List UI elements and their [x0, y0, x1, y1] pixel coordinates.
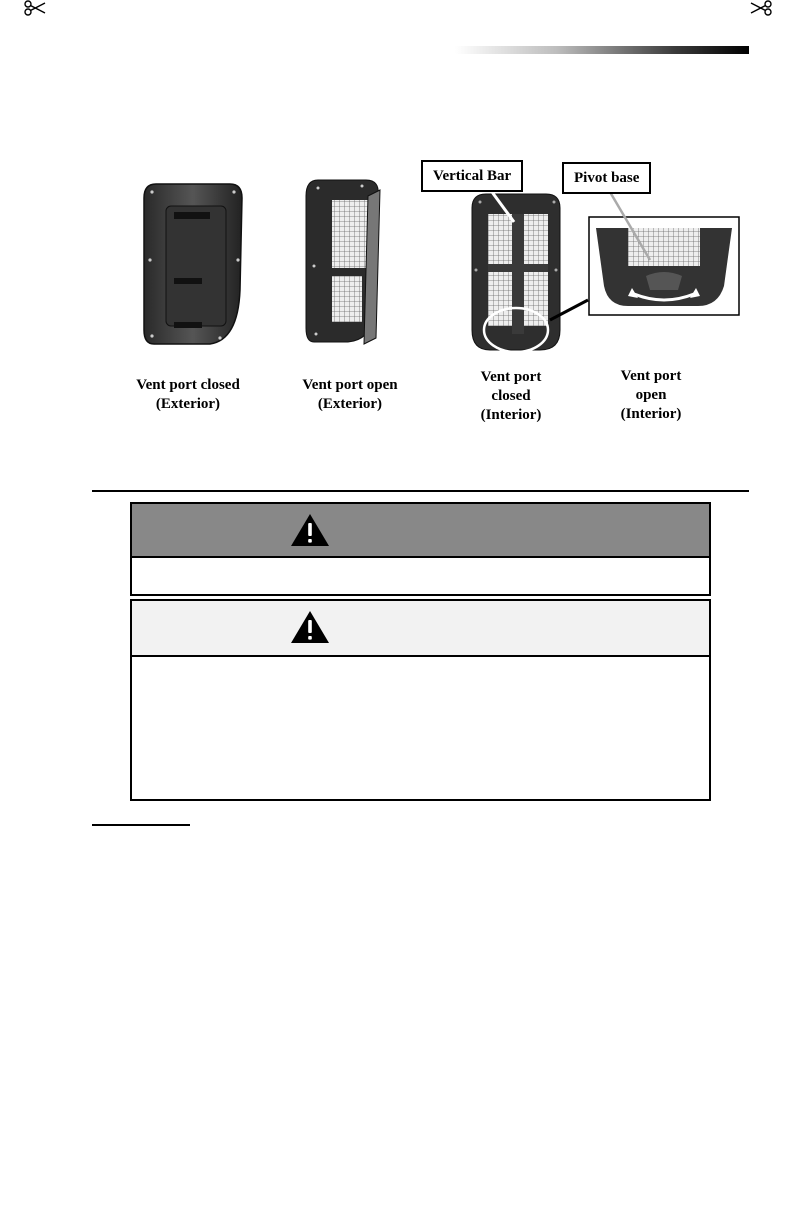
- scissors-icon: [750, 0, 772, 16]
- caution-box: [130, 599, 711, 801]
- warning-box: [130, 502, 711, 596]
- warning-triangle-icon: [290, 513, 330, 547]
- caption-exterior-open: Vent port open (Exterior): [302, 377, 398, 412]
- heading-underline: [92, 824, 190, 826]
- callout-vertical-bar: Vertical Bar: [421, 160, 523, 192]
- warning-header: [132, 504, 709, 558]
- caption-interior-closed: Vent port closed (Interior): [480, 369, 542, 423]
- caption-exterior-closed: Vent port closed (Exterior): [136, 377, 240, 412]
- caution-header: [132, 601, 709, 657]
- callout-pivot-base: Pivot base: [562, 162, 651, 194]
- header-gradient-bar: [455, 46, 749, 54]
- scissors-icon: [24, 0, 46, 16]
- caution-triangle-icon: [290, 610, 330, 644]
- section-divider: [92, 490, 749, 492]
- caption-interior-open: Vent port open (Interior): [620, 368, 682, 422]
